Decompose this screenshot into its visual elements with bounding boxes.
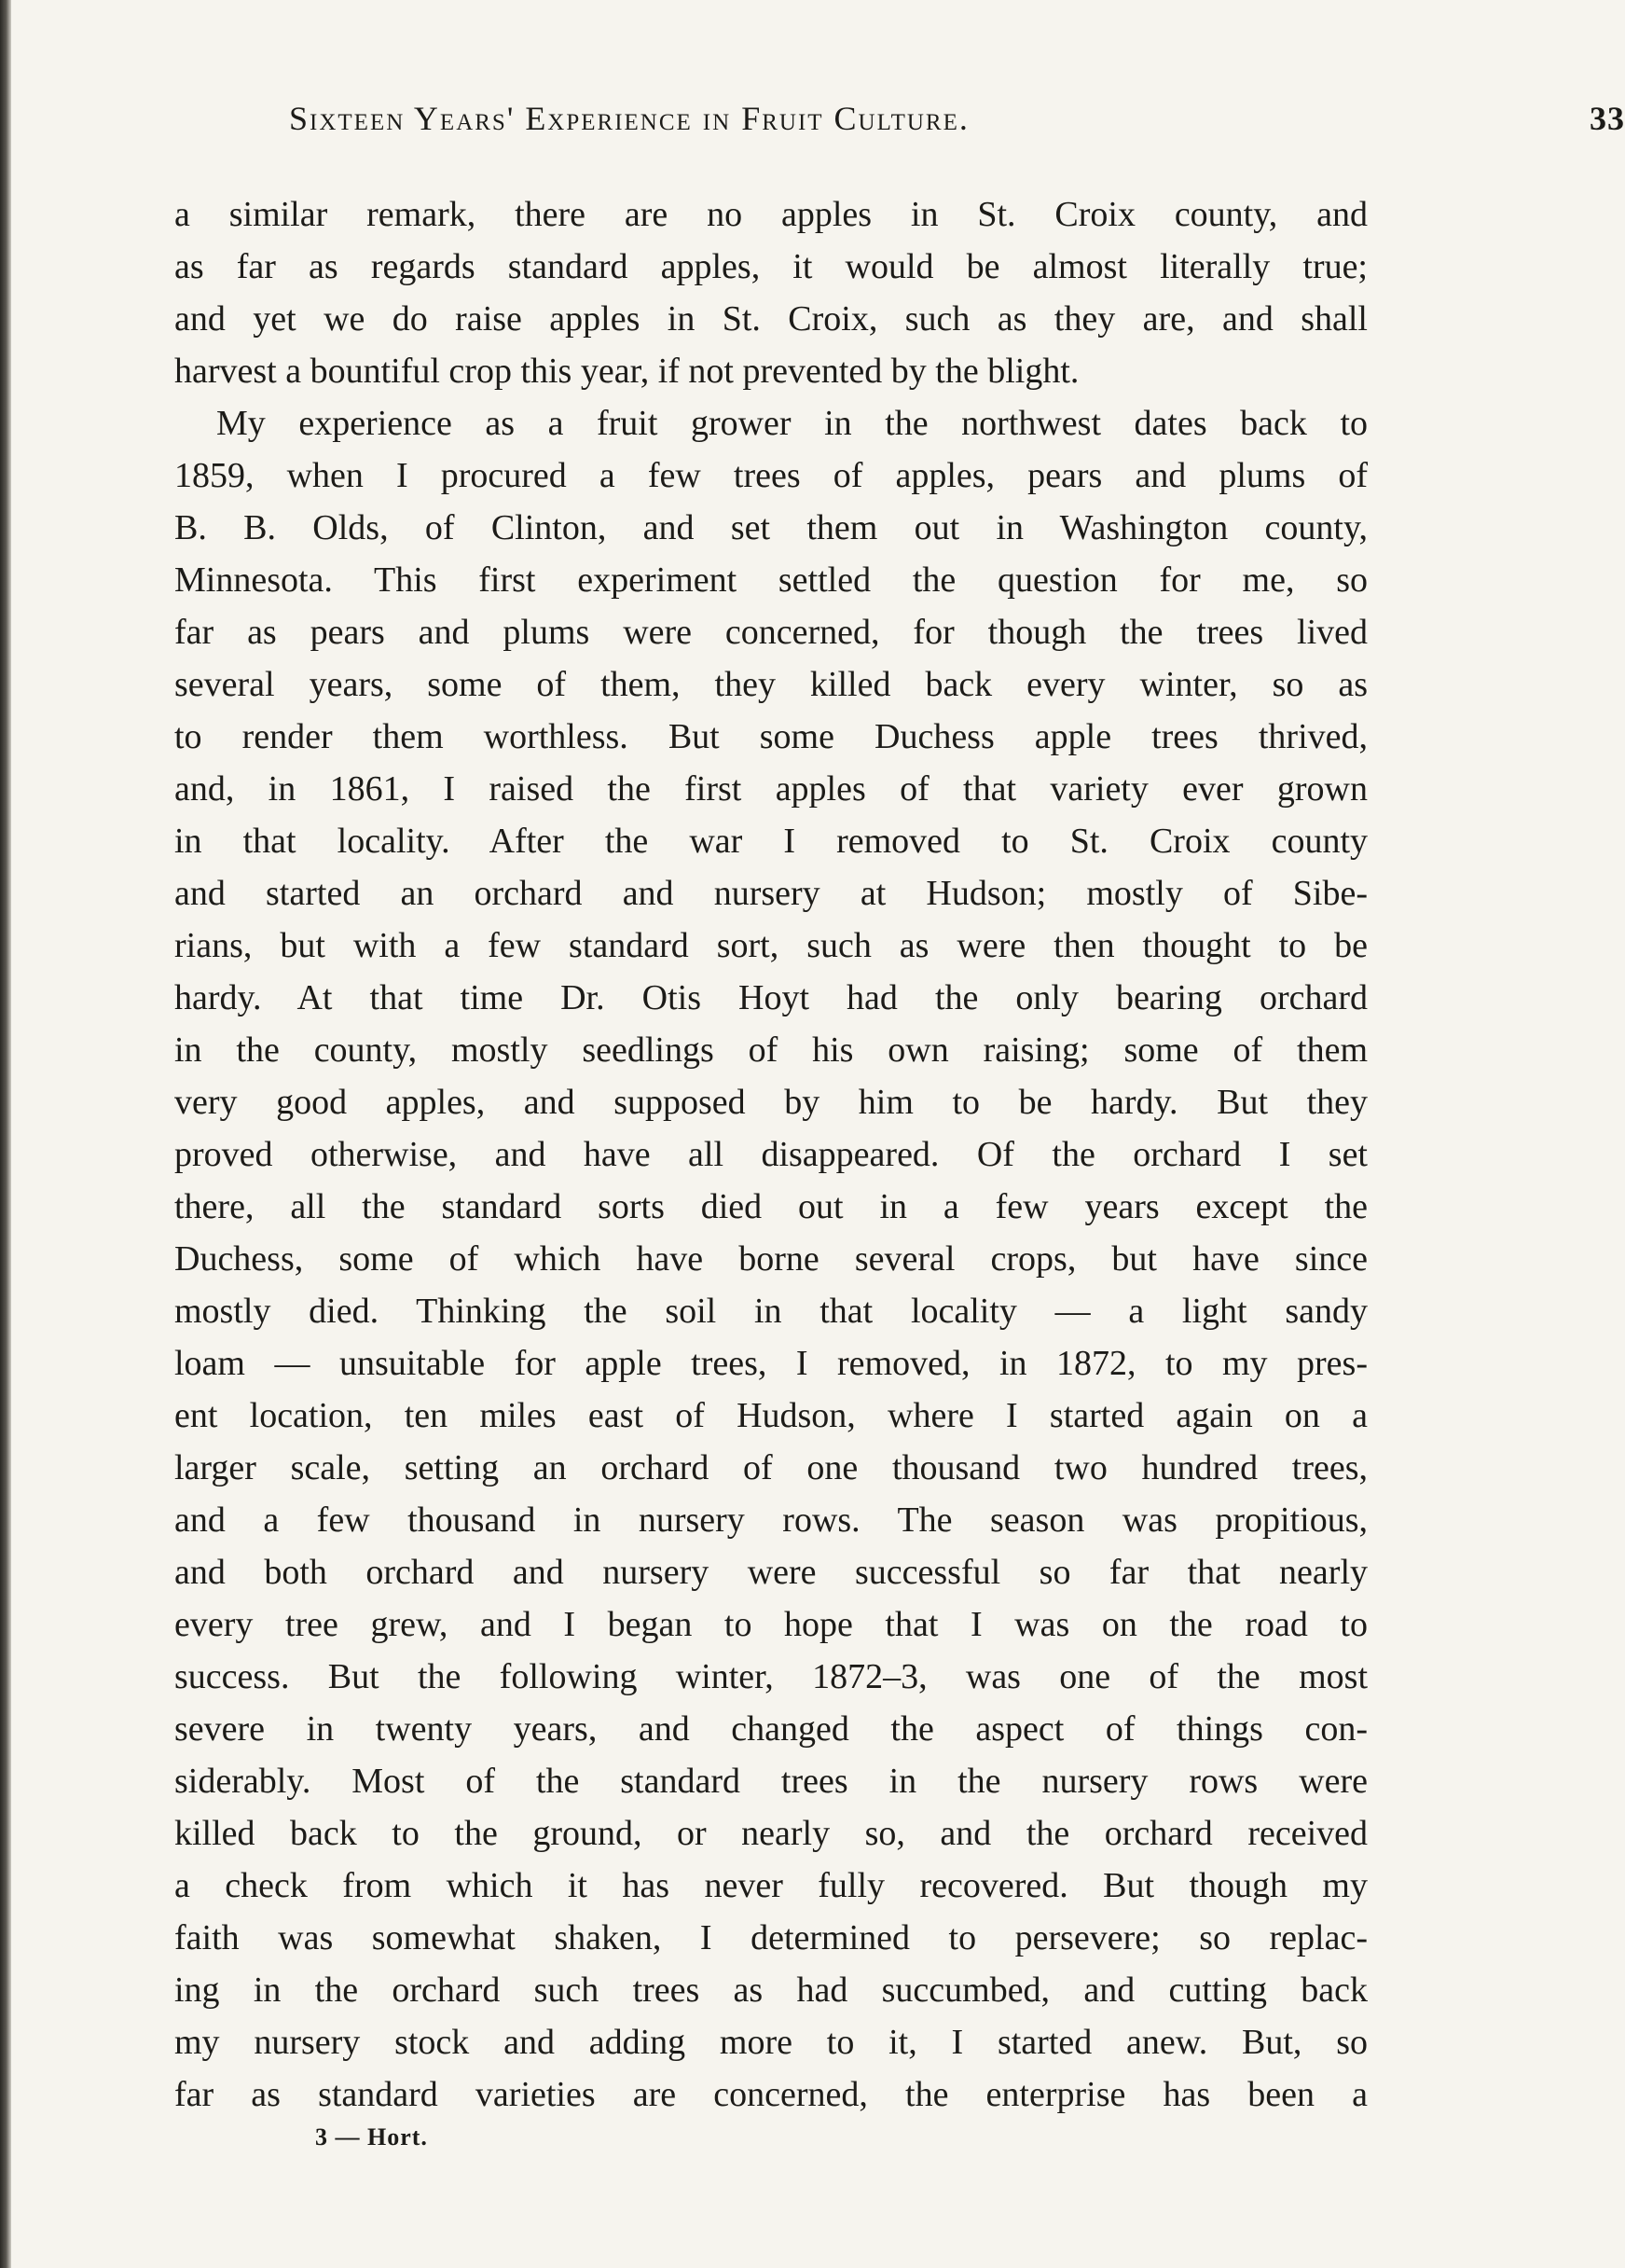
text-line: a similar remark, there are no apples in St. Croix county, and xyxy=(174,195,1368,234)
text-line: larger scale, setting an orchard of one thousand two hundred trees, xyxy=(174,1448,1368,1487)
text-line: 1859, when I procured a few trees of apples, pears and plums of xyxy=(174,456,1368,495)
running-title: Sixteen Years' Experience in Fruit Culture. xyxy=(289,100,970,137)
text-line: far as standard varieties are concerned, the enterprise has been a xyxy=(174,2075,1368,2114)
text-line: ent location, ten miles east of Hudson, where I started again on a xyxy=(174,1396,1368,1435)
text-line: to render them worthless. But some Duchess apple trees thrived, xyxy=(174,717,1368,756)
text-line: very good apples, and supposed by him to be hardy. But they xyxy=(174,1083,1368,1122)
text-line: in that locality. After the war I removed to St. Croix county xyxy=(174,822,1368,861)
text-line: proved otherwise, and have all disappeared. Of the orchard I set xyxy=(174,1135,1368,1174)
text-line: ing in the orchard such trees as had succumbed, and cutting back xyxy=(174,1971,1368,2010)
paragraph-start-line: My experience as a fruit grower in the northwest dates back to xyxy=(216,404,1368,443)
text-line: rians, but with a few standard sort, such as were then thought to be xyxy=(174,926,1368,965)
text-line: hardy. At that time Dr. Otis Hoyt had the only bearing orchard xyxy=(174,978,1368,1017)
text-line: and started an orchard and nursery at Hudson; mostly of Sibe- xyxy=(174,874,1368,913)
text-line: and yet we do raise apples in St. Croix, such as they are, and shall xyxy=(174,299,1368,339)
text-line: faith was somewhat shaken, I determined to persevere; so replac- xyxy=(174,1918,1368,1957)
text-line: there, all the standard sorts died out in a few years except the xyxy=(174,1187,1368,1226)
text-line: B. B. Olds, of Clinton, and set them out in Washington county, xyxy=(174,508,1368,547)
signature-mark: 3 — Hort. xyxy=(315,2123,428,2150)
text-line: my nursery stock and adding more to it, I started anew. But, so xyxy=(174,2023,1368,2062)
text-line: far as pears and plums were concerned, for though the trees lived xyxy=(174,613,1368,652)
text-line: and a few thousand in nursery rows. The season was propitious, xyxy=(174,1500,1368,1540)
text-line: several years, some of them, they killed back every winter, so as xyxy=(174,665,1368,704)
text-line: success. But the following winter, 1872–3, was one of the most xyxy=(174,1657,1368,1696)
text-line: Duchess, some of which have borne several crops, but have since xyxy=(174,1239,1368,1279)
text-line: a check from which it has never fully recovered. But though my xyxy=(174,1866,1368,1905)
text-line: harvest a bountiful crop this year, if not prevented by the blight. xyxy=(174,352,1080,391)
text-line: siderably. Most of the standard trees in the nursery rows were xyxy=(174,1762,1368,1801)
text-line: killed back to the ground, or nearly so, and the orchard received xyxy=(174,1814,1368,1853)
text-line: and both orchard and nursery were successful so far that nearly xyxy=(174,1553,1368,1592)
text-line: in the county, mostly seedlings of his own raising; some of them xyxy=(174,1030,1368,1070)
running-head xyxy=(289,99,1625,138)
page-number: 33 xyxy=(1590,100,1625,137)
text-line: severe in twenty years, and changed the aspect of things con- xyxy=(174,1709,1368,1749)
text-line: loam — unsuitable for apple trees, I removed, in 1872, to my pres- xyxy=(174,1344,1368,1383)
text-line: and, in 1861, I raised the first apples of that variety ever grown xyxy=(174,769,1368,809)
text-line: every tree grew, and I began to hope that I was on the road to xyxy=(174,1605,1368,1644)
text-line: Minnesota. This first experiment settled the question for me, so xyxy=(174,560,1368,600)
text-line: mostly died. Thinking the soil in that locality — a light sandy xyxy=(174,1292,1368,1331)
text-line: as far as regards standard apples, it would be almost literally true; xyxy=(174,247,1368,286)
